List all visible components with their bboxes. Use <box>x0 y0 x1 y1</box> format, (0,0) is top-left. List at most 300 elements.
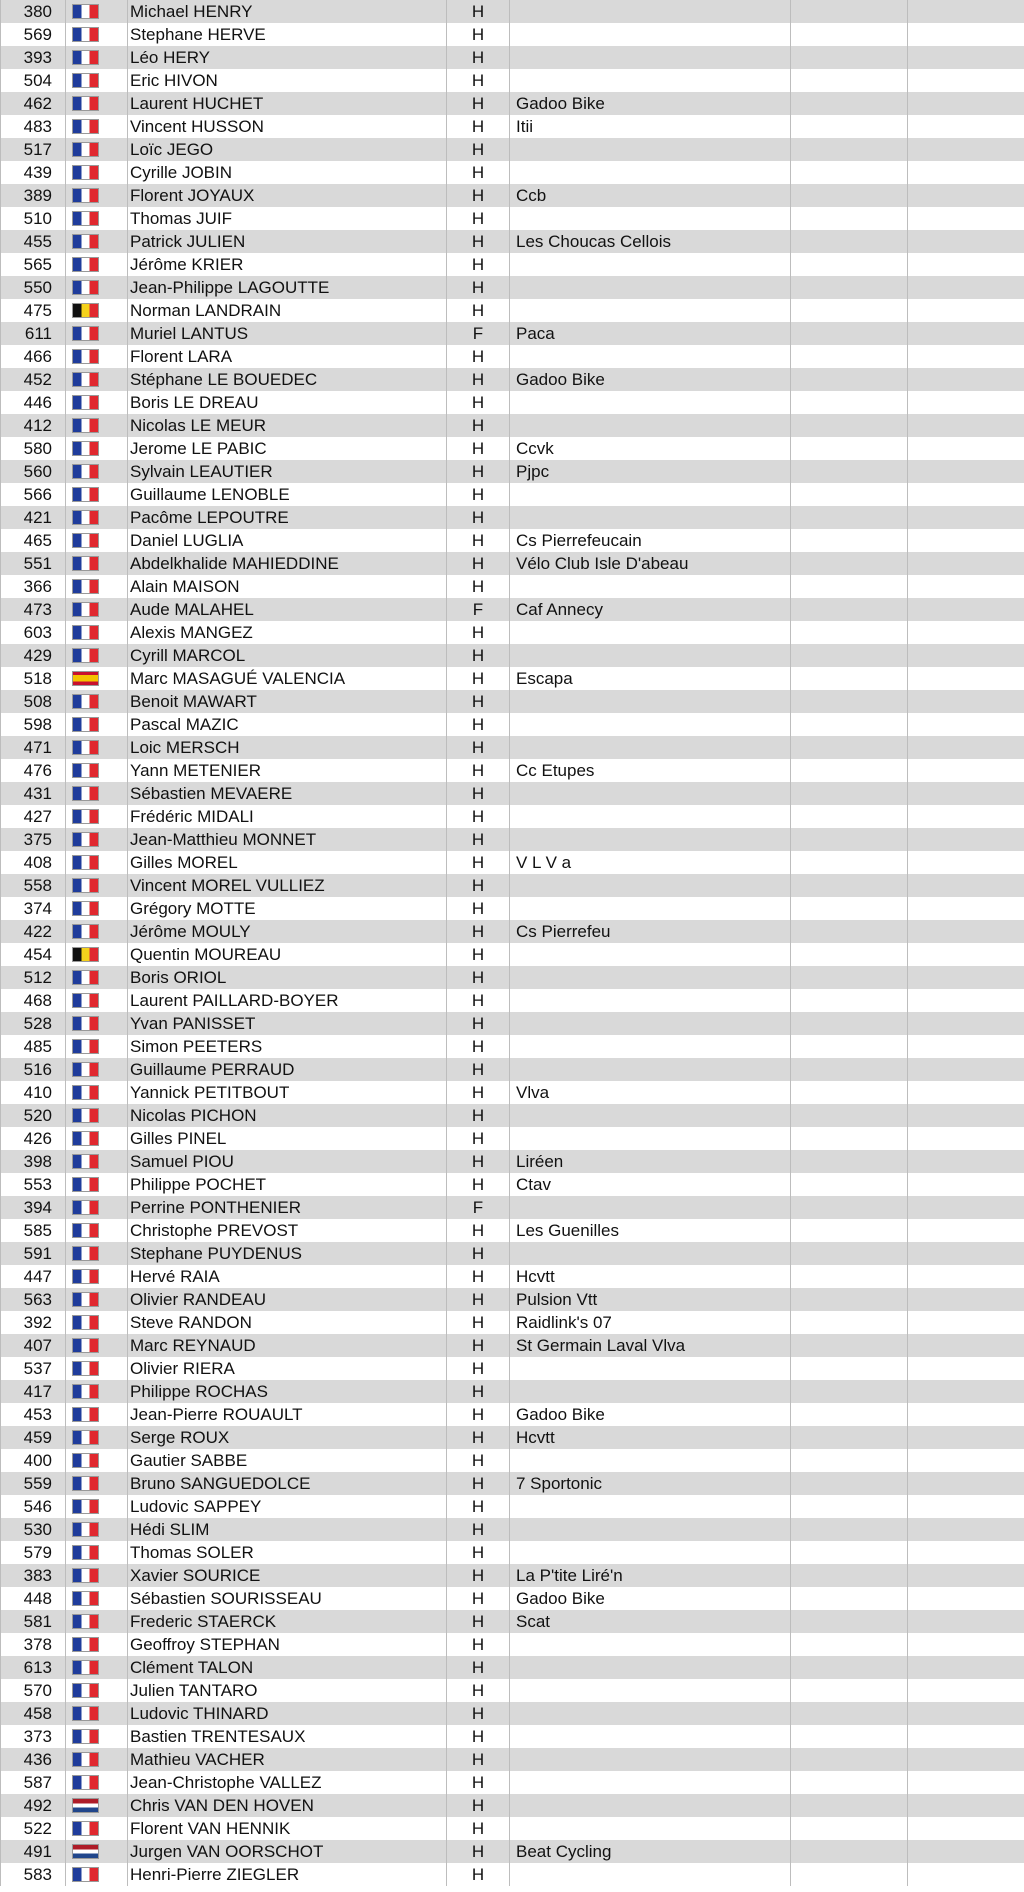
empty-cell <box>908 575 1024 598</box>
empty-cell <box>908 1012 1024 1035</box>
country-flag-cell <box>66 253 128 276</box>
empty-cell <box>908 1035 1024 1058</box>
country-flag-cell <box>66 897 128 920</box>
bib-number: 553 <box>1 1173 66 1196</box>
fr-flag-icon <box>72 1568 99 1583</box>
country-flag-cell <box>66 621 128 644</box>
rider-club <box>510 138 791 161</box>
country-flag-cell <box>66 1173 128 1196</box>
empty-cell <box>791 92 908 115</box>
fr-flag-icon <box>72 1660 99 1675</box>
empty-cell <box>908 943 1024 966</box>
rider-category: H <box>447 345 510 368</box>
bib-number: 591 <box>1 1242 66 1265</box>
empty-cell <box>791 897 908 920</box>
rider-name: Olivier RANDEAU <box>128 1288 447 1311</box>
empty-cell <box>791 460 908 483</box>
empty-cell <box>791 690 908 713</box>
rider-category: H <box>447 1771 510 1794</box>
rider-name: Clément TALON <box>128 1656 447 1679</box>
rider-name: Marc REYNAUD <box>128 1334 447 1357</box>
empty-cell <box>791 1725 908 1748</box>
country-flag-cell <box>66 1311 128 1334</box>
rider-club <box>510 736 791 759</box>
fr-flag-icon <box>72 786 99 801</box>
rider-club <box>510 0 791 23</box>
country-flag-cell <box>66 1702 128 1725</box>
empty-cell <box>791 230 908 253</box>
empty-cell <box>791 138 908 161</box>
rider-category: H <box>447 92 510 115</box>
empty-cell <box>908 713 1024 736</box>
rider-category: H <box>447 1311 510 1334</box>
country-flag-cell <box>66 1127 128 1150</box>
empty-cell <box>908 1541 1024 1564</box>
fr-flag-icon <box>72 257 99 272</box>
rider-name: Thomas SOLER <box>128 1541 447 1564</box>
bib-number: 517 <box>1 138 66 161</box>
bib-number: 587 <box>1 1771 66 1794</box>
country-flag-cell <box>66 1564 128 1587</box>
rider-name: Yannick PETITBOUT <box>128 1081 447 1104</box>
bib-number: 512 <box>1 966 66 989</box>
fr-flag-icon <box>72 510 99 525</box>
empty-cell <box>908 1748 1024 1771</box>
empty-cell <box>791 1449 908 1472</box>
bib-number: 559 <box>1 1472 66 1495</box>
rider-name: Frédéric MIDALI <box>128 805 447 828</box>
rider-category: H <box>447 0 510 23</box>
rider-name: Boris ORIOL <box>128 966 447 989</box>
fr-flag-icon <box>72 717 99 732</box>
rider-category: H <box>447 1702 510 1725</box>
rider-club <box>510 1748 791 1771</box>
bib-number: 393 <box>1 46 66 69</box>
rider-name: Philippe ROCHAS <box>128 1380 447 1403</box>
empty-cell <box>908 1610 1024 1633</box>
bib-number: 475 <box>1 299 66 322</box>
rider-club <box>510 69 791 92</box>
rider-name: Gilles MOREL <box>128 851 447 874</box>
fr-flag-icon <box>72 556 99 571</box>
table-row <box>1 1679 1024 1702</box>
table-row <box>1 989 1024 1012</box>
empty-cell <box>908 1495 1024 1518</box>
rider-name: Sébastien SOURISSEAU <box>128 1587 447 1610</box>
rider-category: H <box>447 828 510 851</box>
country-flag-cell <box>66 414 128 437</box>
country-flag-cell <box>66 1472 128 1495</box>
bib-number: 453 <box>1 1403 66 1426</box>
bib-number: 508 <box>1 690 66 713</box>
country-flag-cell <box>66 1725 128 1748</box>
empty-cell <box>908 1403 1024 1426</box>
rider-category: H <box>447 1150 510 1173</box>
empty-cell <box>791 1403 908 1426</box>
empty-cell <box>908 299 1024 322</box>
fr-flag-icon <box>72 809 99 824</box>
country-flag-cell <box>66 1403 128 1426</box>
country-flag-cell <box>66 138 128 161</box>
fr-flag-icon <box>72 234 99 249</box>
country-flag-cell <box>66 1587 128 1610</box>
table-row <box>1 1541 1024 1564</box>
empty-cell <box>791 1679 908 1702</box>
fr-flag-icon <box>72 1499 99 1514</box>
country-flag-cell <box>66 1265 128 1288</box>
rider-club: Hcvtt <box>510 1265 791 1288</box>
table-row <box>1 1840 1024 1863</box>
bib-number: 528 <box>1 1012 66 1035</box>
bib-number: 448 <box>1 1587 66 1610</box>
fr-flag-icon <box>72 878 99 893</box>
empty-cell <box>908 1380 1024 1403</box>
empty-cell <box>791 575 908 598</box>
table-row <box>1 1472 1024 1495</box>
fr-flag-icon <box>72 50 99 65</box>
fr-flag-icon <box>72 73 99 88</box>
rider-club: Escapa <box>510 667 791 690</box>
fr-flag-icon <box>72 1200 99 1215</box>
rider-club <box>510 1127 791 1150</box>
table-row <box>1 368 1024 391</box>
rider-category: H <box>447 69 510 92</box>
table-row <box>1 1242 1024 1265</box>
empty-cell <box>908 115 1024 138</box>
table-row <box>1 1150 1024 1173</box>
empty-cell <box>791 552 908 575</box>
empty-cell <box>908 230 1024 253</box>
rider-name: Cyrill MARCOL <box>128 644 447 667</box>
table-row <box>1 644 1024 667</box>
empty-cell <box>908 1840 1024 1863</box>
country-flag-cell <box>66 1449 128 1472</box>
table-row <box>1 1403 1024 1426</box>
rider-category: H <box>447 575 510 598</box>
fr-flag-icon <box>72 441 99 456</box>
rider-category: H <box>447 1541 510 1564</box>
bib-number: 400 <box>1 1449 66 1472</box>
rider-name: Guillaume PERRAUD <box>128 1058 447 1081</box>
rider-club <box>510 1357 791 1380</box>
rider-category: H <box>447 23 510 46</box>
empty-cell <box>791 207 908 230</box>
bib-number: 429 <box>1 644 66 667</box>
bib-number: 485 <box>1 1035 66 1058</box>
bib-number: 412 <box>1 414 66 437</box>
table-row <box>1 253 1024 276</box>
rider-club <box>510 483 791 506</box>
rider-club: Les Choucas Cellois <box>510 230 791 253</box>
bib-number: 518 <box>1 667 66 690</box>
table-row <box>1 23 1024 46</box>
rider-name: Nicolas LE MEUR <box>128 414 447 437</box>
rider-name: Jérôme KRIER <box>128 253 447 276</box>
fr-flag-icon <box>72 533 99 548</box>
bib-number: 407 <box>1 1334 66 1357</box>
empty-cell <box>908 1633 1024 1656</box>
bib-number: 483 <box>1 115 66 138</box>
empty-cell <box>908 414 1024 437</box>
rider-name: Marc MASAGUÉ VALENCIA <box>128 667 447 690</box>
rider-name: Pascal MAZIC <box>128 713 447 736</box>
fr-flag-icon <box>72 418 99 433</box>
table-row <box>1 713 1024 736</box>
bib-number: 579 <box>1 1541 66 1564</box>
rider-name: Jerome LE PABIC <box>128 437 447 460</box>
empty-cell <box>791 253 908 276</box>
bib-number: 465 <box>1 529 66 552</box>
country-flag-cell <box>66 644 128 667</box>
table-row <box>1 506 1024 529</box>
empty-cell <box>908 0 1024 23</box>
bib-number: 537 <box>1 1357 66 1380</box>
bib-number: 583 <box>1 1863 66 1886</box>
table-row <box>1 1817 1024 1840</box>
empty-cell <box>791 1863 908 1886</box>
table-row <box>1 1633 1024 1656</box>
rider-club: 7 Sportonic <box>510 1472 791 1495</box>
rider-category: H <box>447 1173 510 1196</box>
rider-category: H <box>447 667 510 690</box>
fr-flag-icon <box>72 4 99 19</box>
bib-number: 580 <box>1 437 66 460</box>
empty-cell <box>791 598 908 621</box>
rider-name: Jérôme MOULY <box>128 920 447 943</box>
empty-cell <box>908 1725 1024 1748</box>
rider-name: Michael HENRY <box>128 0 447 23</box>
country-flag-cell <box>66 782 128 805</box>
empty-cell <box>908 874 1024 897</box>
table-row <box>1 920 1024 943</box>
empty-cell <box>908 1104 1024 1127</box>
fr-flag-icon <box>72 740 99 755</box>
table-row <box>1 1380 1024 1403</box>
empty-cell <box>908 759 1024 782</box>
bib-number: 546 <box>1 1495 66 1518</box>
rider-category: H <box>447 1840 510 1863</box>
bib-number: 378 <box>1 1633 66 1656</box>
rider-category: H <box>447 437 510 460</box>
table-row <box>1 552 1024 575</box>
table-row <box>1 1794 1024 1817</box>
table-row <box>1 483 1024 506</box>
rider-name: Bruno SANGUEDOLCE <box>128 1472 447 1495</box>
rider-club <box>510 1104 791 1127</box>
rider-club: Vlva <box>510 1081 791 1104</box>
empty-cell <box>908 1150 1024 1173</box>
country-flag-cell <box>66 1679 128 1702</box>
empty-cell <box>908 1702 1024 1725</box>
bib-number: 468 <box>1 989 66 1012</box>
country-flag-cell <box>66 1104 128 1127</box>
empty-cell <box>791 805 908 828</box>
rider-category: H <box>447 874 510 897</box>
empty-cell <box>908 644 1024 667</box>
rider-club <box>510 805 791 828</box>
fr-flag-icon <box>72 165 99 180</box>
country-flag-cell <box>66 1242 128 1265</box>
empty-cell <box>791 1564 908 1587</box>
empty-cell <box>908 391 1024 414</box>
empty-cell <box>908 1587 1024 1610</box>
empty-cell <box>791 437 908 460</box>
table-row <box>1 1173 1024 1196</box>
rider-name: Sylvain LEAUTIER <box>128 460 447 483</box>
bib-number: 530 <box>1 1518 66 1541</box>
rider-category: H <box>447 1656 510 1679</box>
country-flag-cell <box>66 69 128 92</box>
fr-flag-icon <box>72 1752 99 1767</box>
rider-category: H <box>447 1495 510 1518</box>
rider-name: Alexis MANGEZ <box>128 621 447 644</box>
fr-flag-icon <box>72 211 99 226</box>
empty-cell <box>908 1449 1024 1472</box>
table-row <box>1 46 1024 69</box>
rider-category: H <box>447 644 510 667</box>
empty-cell <box>908 1334 1024 1357</box>
table-row <box>1 207 1024 230</box>
table-row <box>1 1426 1024 1449</box>
rider-club: Gadoo Bike <box>510 1587 791 1610</box>
rider-name: Xavier SOURICE <box>128 1564 447 1587</box>
empty-cell <box>791 1702 908 1725</box>
fr-flag-icon <box>72 1522 99 1537</box>
fr-flag-icon <box>72 924 99 939</box>
fr-flag-icon <box>72 1384 99 1399</box>
country-flag-cell <box>66 759 128 782</box>
empty-cell <box>791 1817 908 1840</box>
empty-cell <box>908 897 1024 920</box>
rider-club <box>510 1633 791 1656</box>
rider-name: Loïc JEGO <box>128 138 447 161</box>
bib-number: 466 <box>1 345 66 368</box>
bib-number: 611 <box>1 322 66 345</box>
rider-category: H <box>447 851 510 874</box>
table-row <box>1 598 1024 621</box>
bib-number: 408 <box>1 851 66 874</box>
bib-number: 473 <box>1 598 66 621</box>
rider-club: Vélo Club Isle D'abeau <box>510 552 791 575</box>
rider-club <box>510 345 791 368</box>
table-row <box>1 1449 1024 1472</box>
empty-cell <box>908 253 1024 276</box>
empty-cell <box>791 1794 908 1817</box>
empty-cell <box>908 1127 1024 1150</box>
rider-name: Laurent PAILLARD-BOYER <box>128 989 447 1012</box>
empty-cell <box>791 1288 908 1311</box>
bib-number: 375 <box>1 828 66 851</box>
empty-cell <box>908 1564 1024 1587</box>
country-flag-cell <box>66 1748 128 1771</box>
table-row <box>1 1127 1024 1150</box>
rider-category: H <box>447 966 510 989</box>
rider-name: Stephane PUYDENUS <box>128 1242 447 1265</box>
country-flag-cell <box>66 1012 128 1035</box>
empty-cell <box>791 1196 908 1219</box>
empty-cell <box>908 828 1024 851</box>
country-flag-cell <box>66 1058 128 1081</box>
country-flag-cell <box>66 437 128 460</box>
rider-name: Geoffroy STEPHAN <box>128 1633 447 1656</box>
country-flag-cell <box>66 529 128 552</box>
table-row <box>1 1863 1024 1886</box>
rider-name: Ludovic THINARD <box>128 1702 447 1725</box>
bib-number: 566 <box>1 483 66 506</box>
rider-name: Vincent MOREL VULLIEZ <box>128 874 447 897</box>
country-flag-cell <box>66 391 128 414</box>
rider-name: Alain MAISON <box>128 575 447 598</box>
empty-cell <box>791 1748 908 1771</box>
rider-club: Liréen <box>510 1150 791 1173</box>
table-row <box>1 1357 1024 1380</box>
rider-club <box>510 46 791 69</box>
bib-number: 551 <box>1 552 66 575</box>
rider-name: Laurent HUCHET <box>128 92 447 115</box>
empty-cell <box>791 667 908 690</box>
country-flag-cell <box>66 1840 128 1863</box>
table-row <box>1 299 1024 322</box>
country-flag-cell <box>66 161 128 184</box>
table-row <box>1 1334 1024 1357</box>
bib-number: 366 <box>1 575 66 598</box>
empty-cell <box>791 115 908 138</box>
table-row <box>1 1702 1024 1725</box>
table-row <box>1 897 1024 920</box>
fr-flag-icon <box>72 625 99 640</box>
rider-name: Jean-Matthieu MONNET <box>128 828 447 851</box>
rider-category: H <box>447 736 510 759</box>
empty-cell <box>908 1081 1024 1104</box>
rider-club: Scat <box>510 1610 791 1633</box>
country-flag-cell <box>66 483 128 506</box>
empty-cell <box>791 368 908 391</box>
rider-category: H <box>447 115 510 138</box>
fr-flag-icon <box>72 1131 99 1146</box>
rider-name: Ludovic SAPPEY <box>128 1495 447 1518</box>
empty-cell <box>908 1771 1024 1794</box>
bib-number: 598 <box>1 713 66 736</box>
table-row <box>1 184 1024 207</box>
country-flag-cell <box>66 1219 128 1242</box>
fr-flag-icon <box>72 1729 99 1744</box>
country-flag-cell <box>66 575 128 598</box>
rider-category: H <box>447 368 510 391</box>
bib-number: 455 <box>1 230 66 253</box>
rider-club <box>510 391 791 414</box>
empty-cell <box>908 69 1024 92</box>
rider-category: H <box>447 989 510 1012</box>
country-flag-cell <box>66 460 128 483</box>
rider-club: Cs Pierrefeucain <box>510 529 791 552</box>
empty-cell <box>908 598 1024 621</box>
fr-flag-icon <box>72 1775 99 1790</box>
rider-category: H <box>447 1794 510 1817</box>
country-flag-cell <box>66 1817 128 1840</box>
fr-flag-icon <box>72 1637 99 1652</box>
empty-cell <box>791 1771 908 1794</box>
rider-name: Philippe POCHET <box>128 1173 447 1196</box>
rider-category: H <box>447 943 510 966</box>
fr-flag-icon <box>72 1430 99 1445</box>
empty-cell <box>908 1265 1024 1288</box>
empty-cell <box>791 1219 908 1242</box>
fr-flag-icon <box>72 1085 99 1100</box>
rider-category: H <box>447 1725 510 1748</box>
fr-flag-icon <box>72 901 99 916</box>
empty-cell <box>791 1173 908 1196</box>
rider-club <box>510 276 791 299</box>
